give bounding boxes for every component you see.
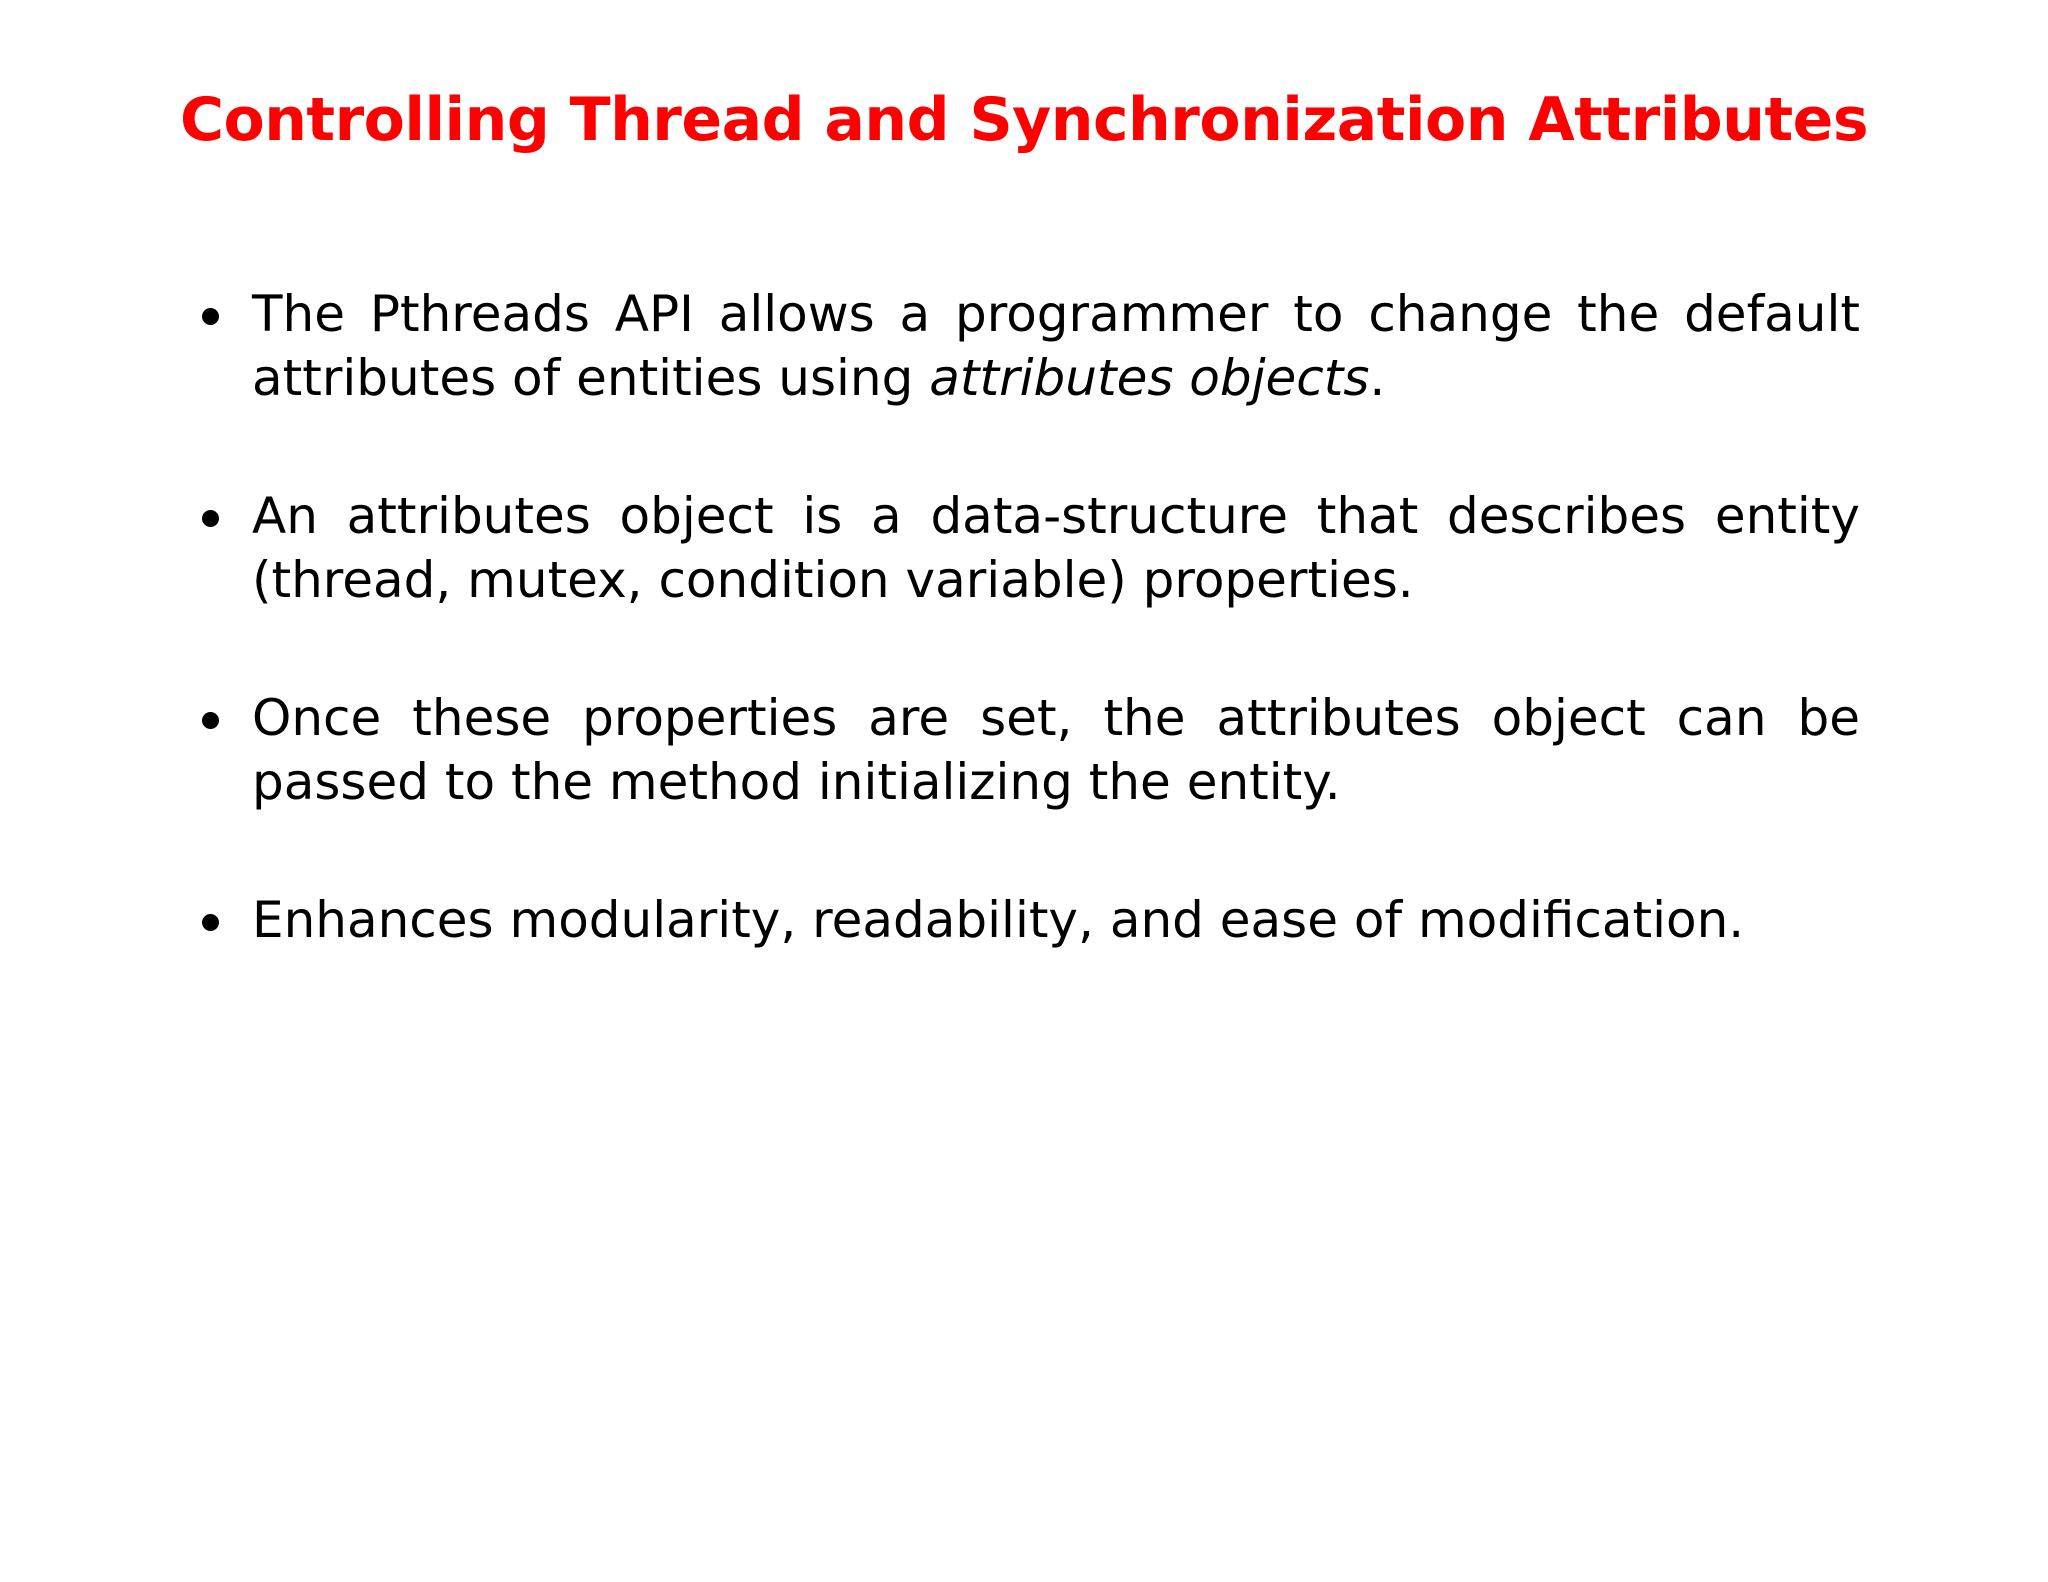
- bullet-text-plain: The Pthreads API allows a programmer to change the default attributes of entities using: [252, 285, 1860, 407]
- bullet-text: Once these properties are set, the attributes object can be passed to the method initializing the entity.: [252, 689, 1860, 811]
- bullet-text: Enhances modularity, readability, and ease of modification.: [252, 891, 1745, 949]
- bullet-item: [200, 484, 1860, 612]
- bullet-item: [200, 888, 1860, 952]
- bullet-icon: [202, 308, 219, 325]
- bullet-list: [200, 282, 1860, 1026]
- bullet-text-italic: attributes objects: [929, 349, 1370, 407]
- bullet-item: [200, 686, 1860, 814]
- bullet-text: An attributes object is a data-structure that describes entity (thread, mutex, condition variable) properties.: [252, 487, 1860, 609]
- bullet-text-end: .: [1369, 349, 1386, 407]
- bullet-text: [252, 285, 1860, 407]
- bullet-item: [200, 282, 1860, 410]
- bullet-icon: [202, 510, 219, 527]
- bullet-icon: [202, 712, 219, 729]
- bullet-icon: [202, 914, 219, 931]
- slide-title: Controlling Thread and Synchronization Attributes: [179, 85, 1869, 155]
